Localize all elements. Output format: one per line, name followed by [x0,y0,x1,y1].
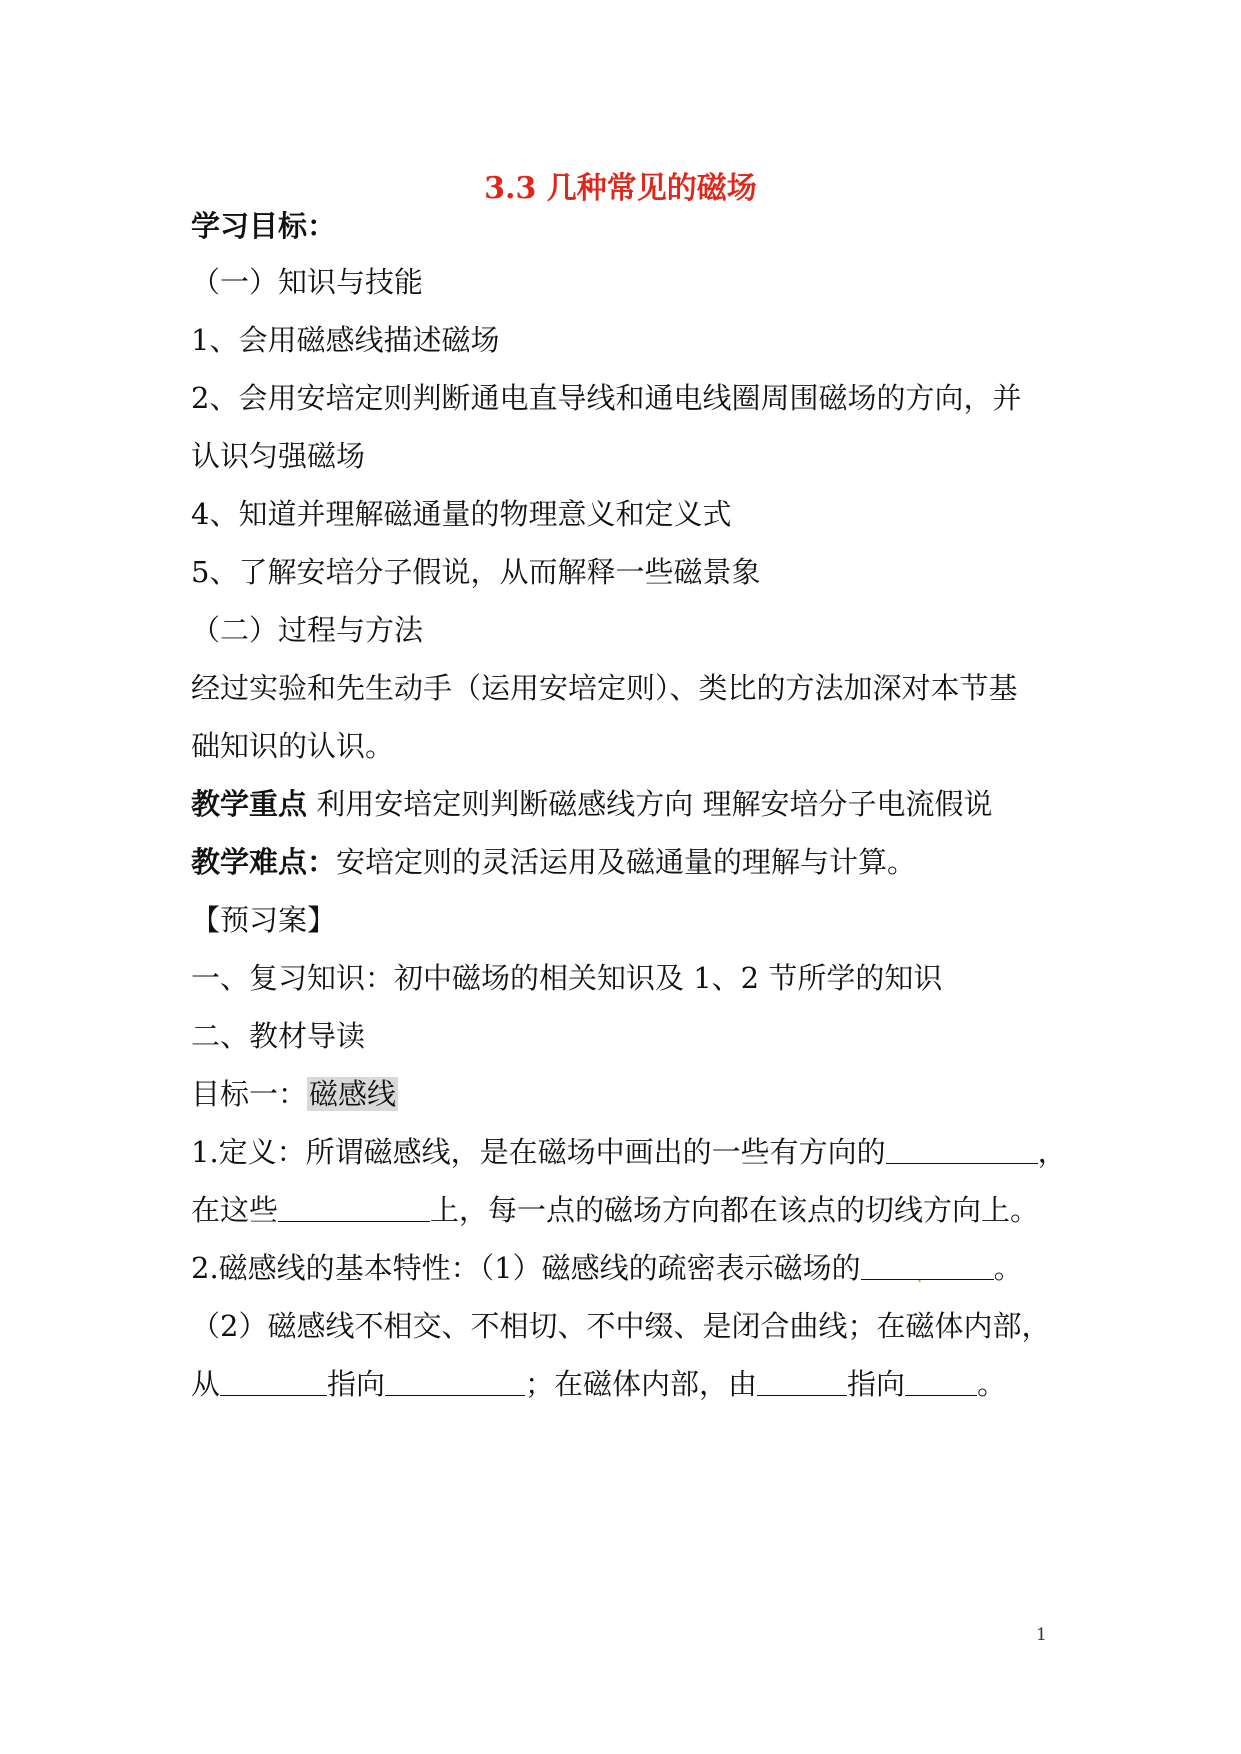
review-knowledge: 一、复习知识：初中磁场的相关知识及 1、2 节所学的知识 [191,961,943,995]
objective-item-4: 4、知道并理解磁通量的物理意义和定义式 [191,497,732,531]
process-text-a: 经过实验和先生动手（运用安培定则）、类比的方法加深对本节基 [191,671,1018,705]
goal-one [191,1074,1091,1114]
final-period: 。 [977,1367,1007,1401]
property-period-1: 。 [993,1251,1023,1285]
inside-magnet-text: ；在磁体内部，由 [525,1367,758,1401]
objective-item-2b: 认识匀强磁场 [191,439,366,473]
process-text-b: 础知识的认识。 [191,729,395,763]
fill-blank-2[interactable] [278,1191,430,1222]
property-line-3 [191,1364,1091,1404]
preview-heading: 【预习案】 [191,903,337,937]
process-method-heading: （二）过程与方法 [191,613,424,647]
to-label-2: 指向 [847,1367,906,1401]
fill-blank-5[interactable] [385,1365,525,1396]
key-point-label: 教学重点 [191,787,308,821]
objective-item-2a: 2、会用安培定则判断通电直导线和通电线圈周围磁场的方向，并 [191,381,1022,415]
teaching-key-point [191,784,1091,824]
knowledge-skills-heading: （一）知识与技能 [191,265,424,299]
stray-mark: . [916,1266,923,1287]
textbook-reading: 二、教材导读 [191,1019,366,1053]
objectives-heading: 学习目标： [191,209,337,243]
definition-line-a [191,1132,1091,1172]
property-line-1 [191,1248,1091,1288]
fill-blank-6[interactable] [757,1365,847,1396]
teaching-difficulty [191,842,1091,882]
to-label-1: 指向 [327,1367,386,1401]
definition-comma: ， [1037,1135,1067,1169]
goal-one-topic: 磁感线 [309,1077,397,1111]
from-label: 从 [191,1367,221,1401]
fill-blank-4[interactable] [220,1365,327,1396]
page-title: 3.3 几种常见的磁场 [484,171,757,206]
key-point-text: 利用安培定则判断磁感线方向 理解安培分子电流假说 [307,787,993,821]
difficulty-text: 安培定则的灵活运用及磁通量的理解与计算。 [336,845,917,879]
objective-item-1: 1、会用磁感线描述磁场 [191,323,500,357]
definition-text-b-start: 在这些 [191,1193,279,1227]
difficulty-label: 教学难点： [191,845,337,879]
fill-blank-7[interactable] [905,1365,977,1396]
property-line-2: （2）磁感线不相交、不相切、不中缀、是闭合曲线；在磁体内部， [191,1309,1051,1343]
property-text-1: 2.磁感线的基本特性：（1）磁感线的疏密表示磁场的 [191,1251,861,1285]
fill-blank-3[interactable] [861,1249,994,1287]
fill-blank-1[interactable] [886,1133,1038,1164]
definition-text-b-end: 上，每一点的磁场方向都在该点的切线方向上。 [430,1193,1040,1227]
page-number: 1 [1036,1625,1047,1645]
goal-one-prefix: 目标一： [191,1077,308,1111]
objective-item-5: 5、了解安培分子假说，从而解释一些磁景象 [191,555,761,589]
definition-text-a: 1.定义：所谓磁感线，是在磁场中画出的一些有方向的 [191,1135,886,1169]
definition-line-b [191,1190,1091,1230]
